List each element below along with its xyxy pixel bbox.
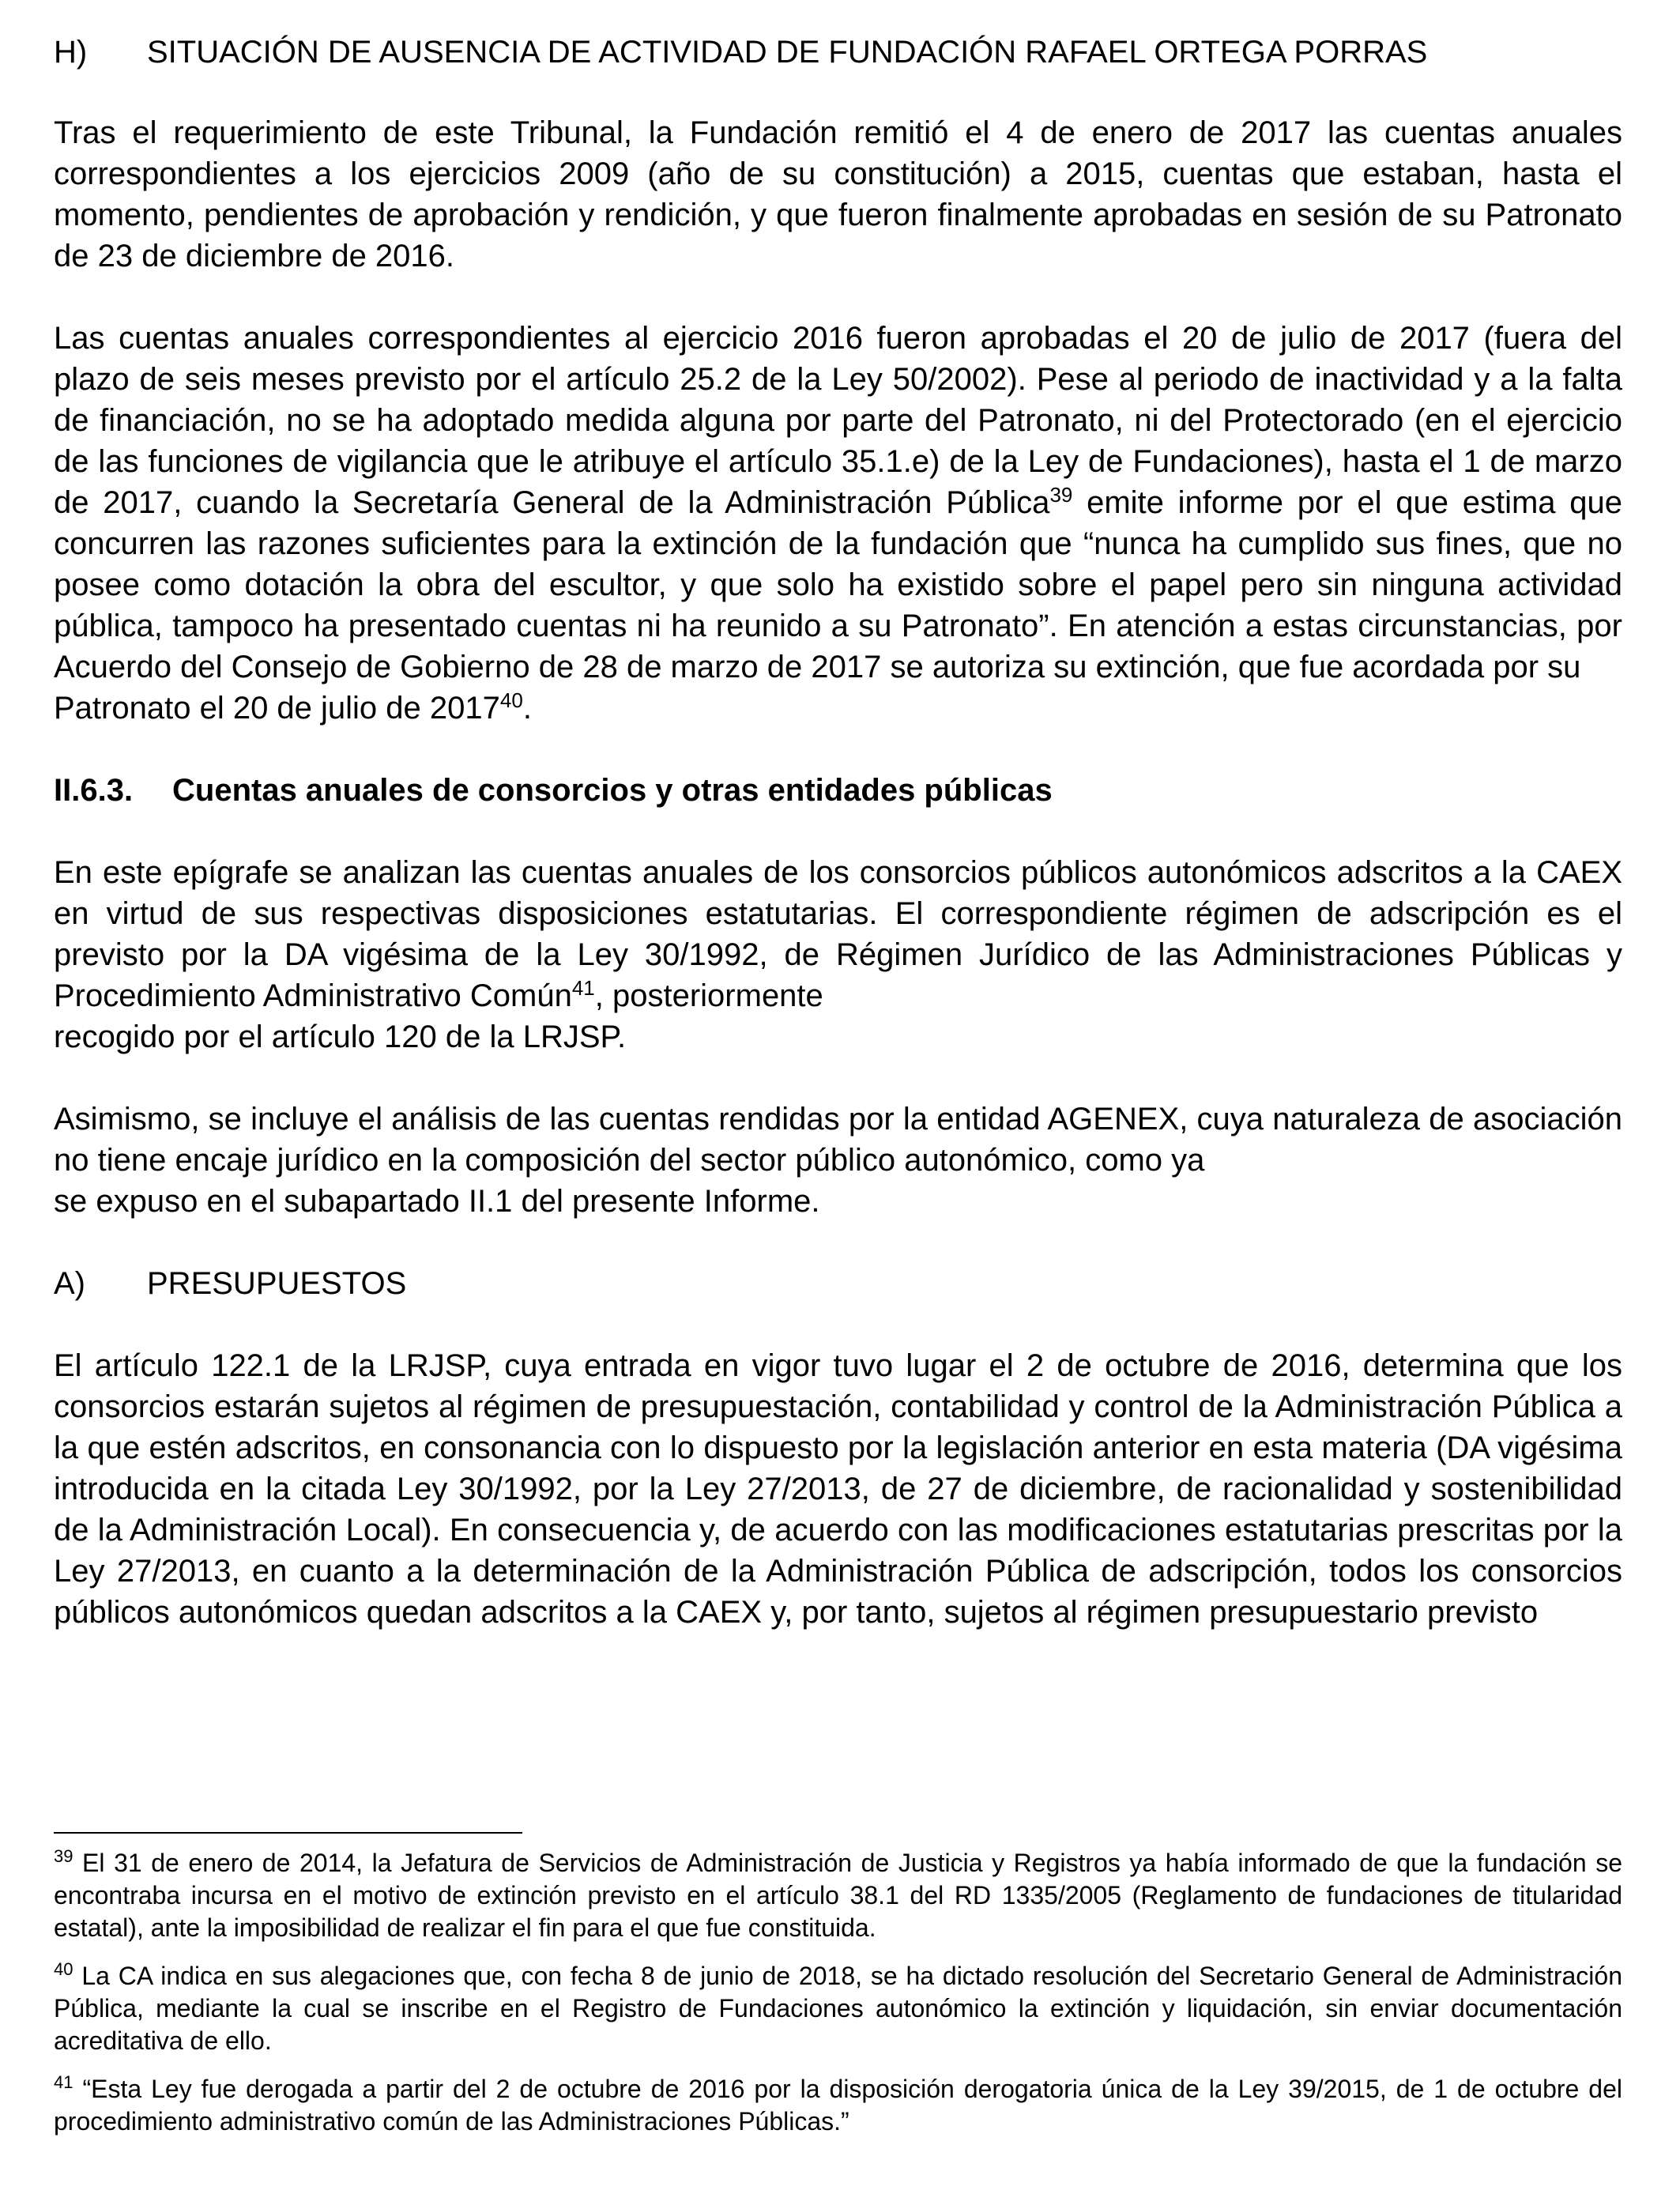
- heading-number: H): [54, 35, 88, 70]
- paragraph-presupuestos: El artículo 122.1 de la LRJSP, cuya entrada en vigor tuvo lugar el 2 de octubre de 2016, determina que los consorcios estarán sujetos al régimen de presupuestación, contabilidad y control de la Administración Pública a la que estén adscritos, en consonancia con lo dispuesto por la legislación anterior en esta materia (DA vigésima introducida en la citada Ley 30/1992, por la Ley 27/2013, de 27 de diciembre, de racionalidad y sostenibilidad de la Administración Local). En consecuencia y, de acuerdo con las modificaciones estatutarias prescritas por la Ley 27/2013, en cuanto a la determinación de la Administración Pública de adscripción, todos los consorcios públicos autonómicos quedan adscritos a la CAEX y, por tanto, sujetos al régimen presupuestario previsto: [54, 1348, 1622, 1630]
- footnote-separator: [54, 1832, 522, 1834]
- section-number: II.6.3.: [54, 773, 134, 808]
- footnote-ref-39[interactable]: 39: [1049, 483, 1073, 507]
- section-heading-h: [54, 32, 1622, 73]
- footnote-number: 40: [54, 1959, 73, 1979]
- footnote-number: 41: [54, 2072, 73, 2092]
- page-body: [54, 32, 1622, 1633]
- footnote-40: $^{40}$ La CA indica en sus alegaciones que, con fecha 8 de junio de 2018, se ha dictado resolución del Secretario General de Administración Pública, mediante la cual se inscribe en el Registro de Fundaciones autonómico la extinción y liquidación, sin enviar documentación acreditativa de ello.: [54, 1959, 1622, 2055]
- paragraph-fundacion-requerimiento: Tras el requerimiento de este Tribunal, la Fundación remitió el 4 de enero de 2017 las cuentas anuales correspondientes a los ejercicios 2009 (año de su constitución) a 2015, cuentas que estaban, hasta el momento, pendientes de aprobación y rendición, y que fueron finalmente aprobadas en sesión de su Patronato de 23 de diciembre de 2016.: [54, 115, 1622, 273]
- footnote-ref-41[interactable]: 41: [571, 976, 595, 1000]
- footnote-number: 39: [54, 1846, 73, 1866]
- heading-text: SITUACIÓN DE AUSENCIA DE ACTIVIDAD DE FUNDACIÓN RAFAEL ORTEGA PORRAS: [147, 35, 1428, 70]
- footnotes: [54, 1847, 1622, 2138]
- footnote-39: $^{39}$ El 31 de enero de 2014, la Jefatura de Servicios de Administración de Justicia y Registros ya había informado de que la fundación se encontraba incursa en el motivo de extinción previsto en el artículo 38.1 del RD 1335/2005 (Reglamento de fundaciones de titularidad estatal), ante la imposibilidad de realizar el fin para el que fue constituida.: [54, 1846, 1622, 1942]
- paragraph-fundacion-extincion: Las cuentas anuales correspondientes al ejercicio 2016 fueron aprobadas el 20 de julio de 2017 (fuera del plazo de seis meses previsto por el artículo 25.2 de la Ley 50/2002). Pese al periodo de inactividad y a la falta de financiación, no se ha adoptado medida alguna por parte del Patronato, ni del Protectorado (en el ejercicio de las funciones de vigilancia que le atribuye el artículo 35.1.e) de la Ley de Fundaciones), hasta el 1 de marzo de 2017, cuando la Secretaría General de la Administración Pública$^{39}$ emite informe por el que estima que concurren las razones suficientes para la extinción de la fundación que “nunca ha cumplido sus fines, que no posee como dotación la obra del escultor, y que solo ha existido sobre el papel pero sin ninguna actividad pública, tampoco ha presentado cuentas ni ha reunido a su Patronato”. En atención a estas circunstancias, por Acuerdo del Consejo de Gobierno de 28 de marzo de 2017 se autoriza su extinción, que fue acordada por su Patronato el 20 de julio de 2017$^{40}$.: [54, 321, 1623, 726]
- paragraph-agenex: Asimismo, se incluye el análisis de las cuentas rendidas por la entidad AGENEX, cuya naturaleza de asociación no tiene encaje jurídico en la composición del sector público autonómico, como ya se expuso en el subapartado II.1 del presente Informe.: [54, 1102, 1622, 1219]
- paragraph-consorcios-epigrafe: En este epígrafe se analizan las cuentas anuales de los consorcios públicos autonómicos adscritos a la CAEX en virtud de sus respectivas disposiciones estatutarias. El correspondiente régimen de adscripción es el previsto por la DA vigésima de la Ley 30/1992, de Régimen Jurídico de las Administraciones Públicas y Procedimiento Administrativo Común$^{41}$, posteriormente recogido por el artículo 120 de la LRJSP.: [54, 855, 1622, 1054]
- heading-text: PRESUPUESTOS: [147, 1266, 407, 1301]
- footnote-41: $^{41}$ “Esta Ley fue derogada a partir del 2 de octubre de 2016 por la disposición derogatoria única de la Ley 39/2015, de 1 de octubre del procedimiento administrativo común de las Administraciones Públicas.”: [54, 2072, 1622, 2136]
- section-title-263: [54, 770, 1622, 811]
- footnote-ref-40[interactable]: 40: [499, 688, 523, 712]
- section-title-text: Cuentas anuales de consorcios y otras entidades públicas: [172, 773, 1053, 808]
- heading-number: A): [54, 1266, 85, 1301]
- section-heading-a: [54, 1263, 1622, 1304]
